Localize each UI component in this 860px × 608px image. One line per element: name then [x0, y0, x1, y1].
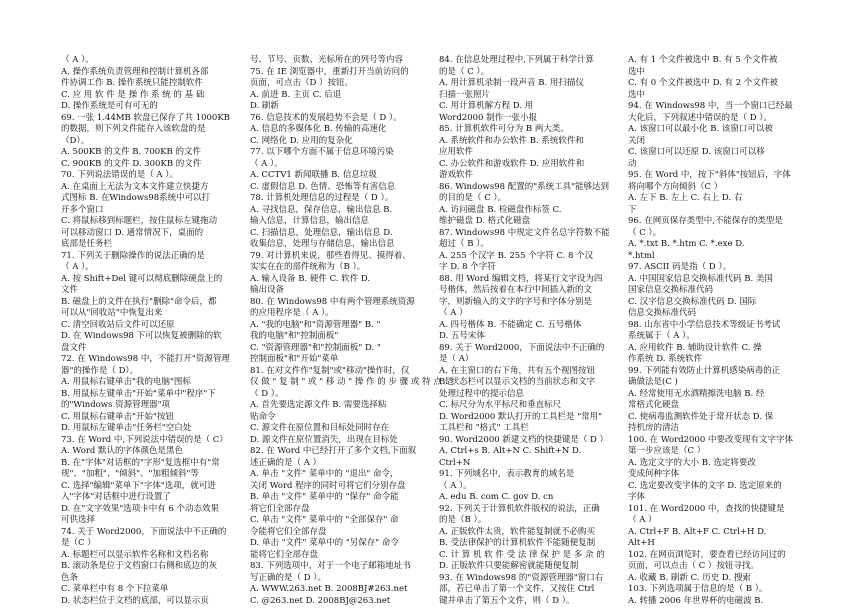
text-line: C. 该窗口可以还原 D. 该窗口可以移: [628, 147, 765, 157]
text-line: 我的电脑"和"控制面板": [250, 331, 339, 341]
text-line: 部，若已单击了第一个文件，又按住 Ctrl: [439, 584, 595, 594]
text-line: 77. 以下哪个方面不属于信息环境污染: [250, 147, 394, 157]
text-line: 93. 在 Windows98 的"资源管理器"窗口右: [439, 572, 604, 583]
text-line: 90. Word2000 新建文档的快捷键是（ D ）: [439, 434, 609, 445]
text-line: （ A ）: [628, 515, 657, 525]
text-line: 80. 在 Windows98 中有两个管理系统资源: [250, 296, 415, 307]
text-line: A. 前进 B. 主页 C. 后退: [250, 89, 342, 100]
text-line: 述正确的是（ A ）: [250, 457, 322, 468]
text-line: 字体: [628, 492, 646, 502]
text-line: 应用软件: [439, 147, 474, 157]
text-line: 98. 山东省中小学信息技术等级证书考试: [628, 319, 781, 330]
text-line: C. 用计算机解方程 D. 用: [439, 101, 534, 111]
text-line: A. 在主窗口的右下角，共有五个视图按钮: [439, 365, 596, 376]
text-line: A. 系统软件和办公软件 B. 系统软件和: [439, 135, 584, 146]
text-line: 78. 计算机处理信息的过程是（ D ）。: [250, 193, 394, 203]
text-line: 的是（B ）。: [439, 515, 487, 525]
text-line: D. Word2000 默认打开的工具栏是 "常用": [439, 411, 603, 422]
text-line: 动: [628, 158, 637, 169]
text-line: A. 按 Shift+Del 键可以彻底删除硬盘上的: [61, 273, 223, 284]
text-line: 88. 用 Word 编辑文档，将某行文字设为四: [439, 273, 603, 284]
text-line: 处理过程中的提示信息: [439, 388, 525, 399]
text-line: C. 将鼠标移到标题栏，按住鼠标左键拖动: [61, 216, 218, 226]
text-line: 作系统 D. 系统软件: [628, 354, 703, 364]
text-line: 实实在在的部件统称为（B ）。: [250, 262, 366, 272]
text-line: A. 标题栏可以显示软件名称和文档名称: [61, 549, 209, 560]
text-line: A. 选定文字的大小 B. 选定将要改: [628, 457, 756, 468]
text-line: A. edu B. com C. gov D. cn: [439, 492, 554, 502]
text-line: A. 应用软件 B. 辅助设计软件 C. 操: [628, 342, 762, 353]
text-line: 76. 信息技术的发展趋势不会是（ D ）。: [250, 112, 402, 123]
text-line: A. 经常使用无水酒精擦洗电脑 B. 经: [628, 388, 765, 399]
text-column-3: [439, 55, 621, 606]
text-line: 令能将它们全部存盘: [250, 526, 327, 537]
text-line: D. 在 Windows98 下可以恢复被删除的软: [61, 331, 222, 341]
text-line: Alt+H: [628, 538, 655, 548]
text-line: 件协调工作 B. 操作系统只能控制软件: [61, 78, 203, 88]
text-line: 81. 在对文件作"复制"或"移动"操作时，仅: [250, 365, 410, 376]
text-line: 100. 在 Word2000 中要改变现有文字字体: [628, 434, 793, 445]
text-line: C. 清空回收站后文件可以还原: [61, 319, 175, 330]
text-line: 大化后，下列叙述中错误的是（ D ）。: [628, 112, 772, 123]
text-line: 的应用程序是（ A ）。: [250, 308, 334, 318]
text-line: C. 网络化 D. 应用的复杂化: [250, 135, 353, 146]
text-line: 输入信息，计算信息，输出信息: [250, 216, 370, 226]
text-line: 字，则新输入的文字的字号和字体分别是: [439, 296, 593, 307]
text-line: C. 源文件在原位置和目标处同时存在: [250, 423, 390, 433]
text-line: B. 单击 "文件" 菜单中的 "保存" 命令能: [250, 492, 399, 502]
text-line: A. 访问磁盘 B. 检磁盘作标签 C.: [439, 204, 562, 215]
text-line: A. Ctrl+F B. Alt+F C. Ctrl+H D.: [628, 526, 767, 537]
text-line: 的"Windows 资源管理器"项: [61, 400, 170, 410]
text-line: A. 在桌面上无法为文本文件建立快捷方: [61, 181, 209, 192]
text-column-2: [250, 55, 453, 606]
text-line: 游戏软件: [439, 170, 474, 180]
text-line: C. 选定要改变字体的文字 D. 选定原来的: [628, 480, 782, 491]
text-line: A. WWW.263.net B. 2008BJ#263.net: [250, 584, 408, 594]
text-line: 82. 在 Word 中已经打开了多个文档,下面叙: [250, 446, 417, 456]
text-line: （ D ）。: [250, 388, 284, 399]
text-line: 75. 在 IE 浏览器中，重新打开当前访问的: [250, 66, 409, 77]
text-line: 系统属于（ A ）。: [628, 331, 695, 341]
text-line: B. 用鼠标左键单击"开始"菜单中"程序"下: [61, 388, 216, 399]
text-line: C. 菜单栏中有 8 个下拉菜单: [61, 584, 169, 594]
text-line: C. 有 0 个文件被选中 D. 有 2 个文件被: [628, 78, 778, 88]
text-line: 71. 下列关于删除操作的说法正确的是: [61, 250, 205, 261]
text-line: Word2000 制作一张小报: [439, 112, 538, 123]
text-line: 91. 下列域名中，表示教育的域名是: [439, 469, 575, 479]
text-line: A. 四号楷体 B. 不能确定 C. 五号楷体: [439, 319, 582, 330]
text-line: C. 汉字信息交换标准代码 D. 国际: [628, 296, 757, 307]
text-line: C. 虚假信息 D. 色情、恐怖等有害信息: [250, 181, 396, 192]
text-line: 的数据，则下列文件能存入该软盘的是: [61, 124, 206, 134]
text-line: 输出设备: [250, 285, 285, 295]
text-line: 工具栏和 "格式" 工具栏: [439, 423, 529, 433]
text-line: 选中: [628, 89, 646, 100]
text-line: 能将它们全部存盘: [250, 549, 319, 560]
text-line: 101. 在 Word2000 中，查找的快捷键是: [628, 503, 785, 514]
text-line: A. 该窗口可以最小化 B. 该窗口可以被: [628, 124, 773, 134]
text-line: B. 状态栏可以显示文档的当前状态和文字: [439, 377, 596, 387]
text-line: （ A ）。: [61, 262, 94, 272]
text-line: D. 在"文字效果"选项卡中有 6 个动态效果: [61, 503, 220, 514]
text-line: 键并单击了第五个文件，则（ D ）。: [439, 595, 575, 606]
text-line: （ A ）。: [439, 480, 472, 491]
text-line: 可以移动窗口 D. 通常情况下，桌面的: [61, 227, 204, 238]
text-line: A. CCTV1 新闻联播 B. 信息垃圾: [250, 170, 377, 180]
text-line: 95. 在 Word 中，按下"斜体"按钮后，字体: [628, 170, 791, 180]
text-line: 99. 下列能有效防止计算机感染病毒的正: [628, 365, 781, 376]
text-line: 70. 下列说法错误的是（ A ）。: [61, 170, 179, 180]
text-line: 83. 下列选项中，对于一个电子邮箱地址书: [250, 561, 411, 571]
text-line: 盘文件: [61, 342, 87, 353]
text-line: D. 源文件在原位置消失，出现在目标处: [250, 434, 398, 445]
text-line: 变成何种字体: [628, 469, 680, 479]
text-line: （ C ）。: [628, 227, 662, 238]
text-line: 贴命令: [250, 411, 276, 422]
text-line: 可供选择: [61, 515, 96, 525]
text-line: C. 900KB 的文件 D. 300KB 的文件: [61, 158, 202, 169]
text-line: 维护磁盘 D. 格式化磁盘: [439, 216, 531, 226]
text-line: 写正确的是（ D ）。: [250, 572, 326, 583]
text-line: 控制面板"和"开始"菜单: [250, 354, 339, 364]
text-line: 的是（ C ）。: [439, 66, 490, 77]
text-line: 器"的操作是（ D）。: [61, 365, 139, 376]
text-line: 87. Windows98 中规定文件名总字符数不能: [439, 227, 610, 238]
text-line: A. Word 默认的字体颜色是黑色: [61, 446, 184, 456]
text-line: 文件: [61, 285, 79, 295]
text-line: 选中: [628, 66, 646, 77]
text-line: 持机房的清洁: [628, 423, 680, 433]
text-line: A. 500KB 的文件 B. 700KB 的文件: [61, 147, 201, 157]
text-line: D. 状态栏位于文档的底部，可以显示页: [61, 595, 209, 606]
text-line: A. 用计算机录制一段声音 B. 用扫描仪: [439, 78, 584, 88]
text-line: A. 首先要选定源文件 B. 需要选择粘: [250, 400, 387, 410]
text-line: B. 受法律保护的计算机软件不能随便复制: [439, 538, 596, 548]
text-line: 可以从"回收站"中恢复出来: [61, 308, 163, 318]
text-line: C. 应 用 软 件 是 操 作 系 统 的 基 础: [61, 89, 205, 100]
text-line: 92. 下列关于计算机软件版权的说法，正确: [439, 503, 600, 514]
text-line: A. 单击 "文件" 菜单中的 "退出" 命令，: [250, 469, 399, 479]
text-line: 色条: [61, 572, 79, 583]
text-line: 97. ASCII 码是指（ D ）。: [628, 262, 732, 272]
text-line: B. 磁盘上的文件在执行"删除"命令后，都: [61, 296, 217, 307]
text-line: 69. 一张 1.44MB 软盘已保存了共 1000KB: [61, 112, 230, 123]
text-line: 仅 做 " 复 制 " 或 " 移 动 " 操 作 的 步 骤 或 特 点 是: [250, 377, 453, 387]
text-line: 84. 在信息处理过程中,下列属于科学计算: [439, 55, 594, 65]
text-line: D. 五号宋体: [439, 331, 485, 341]
text-line: A. 255 个汉字 B. 255 个字符 C. 8 个汉: [439, 250, 594, 261]
text-line: A. 操作系统负责管理和控制计算机各部: [61, 66, 209, 77]
text-line: D. 正版软件只要能解密就能随便复制: [439, 561, 579, 571]
text-line: C. 办公软件和游戏软件 D. 应用软件和: [439, 158, 585, 169]
text-line: C. 标尺分为水平标尺和垂直标尺: [439, 400, 562, 410]
text-line: *.html: [628, 250, 655, 261]
text-line: 式图标 B. 在Windows98系统中可以打: [61, 193, 211, 203]
text-line: A. 收藏 B. 刷新 C. 历史 D. 搜索: [628, 572, 751, 583]
text-line: A. Ctrl+s B. Alt+N C. Shift+N D.: [439, 446, 582, 456]
text-line: A. 信息的多媒体化 B. 传输的高速化: [250, 124, 387, 134]
text-line: D. 操作系统是可有可无的: [61, 101, 158, 111]
text-line: 94. 在 Windows98 中，当一个窗口已经最: [628, 101, 793, 111]
text-line: 关闭 Word 程序的同时可将它们分别存盘: [250, 480, 406, 491]
text-line: 86. Windows98 配置的"系统工具"能够达到: [439, 181, 610, 192]
text-line: 85. 计算机软件可分为 B 两大类。: [439, 124, 569, 134]
text-line: D. 用鼠标左键单击"任务栏"空白处: [61, 423, 192, 433]
text-line: 102. 在网页浏览时，要查看已经访问过的: [628, 549, 786, 560]
text-line: D. 单击 "文件" 菜单中的 "另保存" 命令: [250, 538, 399, 548]
text-line: 页面，可以点击（ C ）按钮寻找。: [628, 561, 759, 571]
text-line: （D）。: [61, 135, 90, 146]
text-line: C. 扫描信息，处理信息，输出信息 D.: [250, 227, 393, 238]
text-line: 号、节号、页数、光标所在的列号等内容: [250, 55, 404, 65]
text-line: 73. 在 Word 中,下列说法中错误的是（ C）: [61, 434, 228, 445]
text-line: 确做法是(C ): [628, 377, 678, 387]
text-line: 79. 对计算机来说，那些看得见、摸得着、: [250, 250, 411, 261]
text-line: C. "资源管理器"和"控制面板" D. ": [250, 342, 381, 353]
text-line: A. 转播 2006 年世界杯的电磁波 B.: [628, 595, 764, 606]
text-line: （ A ）。: [61, 55, 94, 65]
text-line: 下: [628, 204, 637, 215]
text-line: 96. 在网页保存类型中,不能保存的类型是: [628, 216, 783, 226]
text-line: 将它们全部存盘: [250, 503, 310, 514]
text-line: 信息交换标准代码: [628, 308, 697, 318]
text-line: 103. 下列选项属于信息的是（ B ）。: [628, 584, 768, 594]
text-line: C. 使病毒监测软件处于常开状态 D. 保: [628, 411, 774, 422]
text-line: A. 中国国家信息交换标准代码 B. 美国: [628, 273, 773, 284]
text-line: 入"字体"对话框中进行设置了: [61, 492, 171, 502]
text-line: 72. 在 Windows98 中，不能打开"资源管理: [61, 354, 230, 364]
text-line: A. 寻找信息，保存信息，输出信息 B.: [250, 204, 393, 215]
text-line: 国家信息交换标准代码: [628, 285, 714, 295]
text-line: A. 左下 B. 左上 C. 右上 D. 右: [628, 193, 743, 203]
text-line: C. 用鼠标右键单击"开始"按钮: [61, 411, 174, 422]
text-line: 第一步应该是（C ）: [628, 446, 706, 456]
text-line: Ctrl+N: [439, 457, 471, 468]
text-line: 将向哪个方向倾斜（C ）: [628, 181, 723, 192]
text-line: 字 D. 8 个字符: [439, 262, 496, 272]
text-line: A. 输入设备 B. 硬件 C. 软件 D.: [250, 273, 371, 284]
text-line: （ A ）。: [250, 158, 283, 169]
text-line: B. 在"字体"对话框的"字形"复选框中有"常: [61, 457, 220, 468]
text-line: C. 单击 "文件" 菜单中的 "全部保存" 命: [250, 515, 399, 525]
text-line: 是（C ）: [61, 538, 96, 548]
text-line: A. 有 1 个文件被选中 B. 有 5 个文件被: [628, 55, 778, 65]
text-line: 是（ A）: [439, 354, 474, 364]
text-line: 超过（ B ）。: [439, 239, 489, 249]
text-line: 号楷体，然后按着在本行中间插入新的文: [439, 285, 593, 295]
text-line: A. "我的电脑"和"资源管理器" B. ": [250, 319, 381, 330]
text-column-1: [61, 55, 243, 606]
text-line: C. 计 算 机 软 件 受 法 律 保 护 是 多 余 的: [439, 549, 605, 560]
text-line: D. 刷新: [250, 101, 279, 111]
text-line: 收集信息，处理与存储信息，输出信息: [250, 239, 395, 249]
text-line: 底部是任务栏: [61, 239, 113, 249]
text-line: B. 滚动条是位于文档窗口右侧和底边的灰: [61, 561, 218, 571]
text-line: 规"、"加粗"、"倾斜"、"加粗倾斜"等: [61, 469, 199, 479]
text-line: A. *.txt B. *.htm C. *.exe D.: [628, 239, 745, 249]
text-line: A. 用鼠标右键单击"我的电脑"图标: [61, 377, 191, 387]
text-line: 的目的是（ C ）。: [439, 193, 507, 203]
text-line: C. @263.net D. 2008BJ@263.net: [250, 595, 391, 606]
text-line: 扫描一张照片: [439, 89, 491, 100]
text-line: C. 选择"编辑"菜单下"字体"选项，就可进: [61, 480, 216, 491]
text-line: 89. 关于 Word2000，下面说法中不正确的: [439, 342, 605, 353]
text-line: （ A ）: [439, 308, 468, 318]
text-line: 常格式化硬盘: [628, 400, 680, 410]
text-line: A. 正版软件太贵，软件能复制就不必购买: [439, 526, 596, 537]
text-line: 页面，可点击（D ）按钮。: [250, 78, 354, 88]
text-line: 关闭: [628, 135, 646, 146]
text-line: 开多个窗口: [61, 204, 104, 215]
text-column-4: [628, 55, 810, 606]
text-line: 74. 关于 Word2000，下面说法中不正确的: [61, 526, 227, 537]
